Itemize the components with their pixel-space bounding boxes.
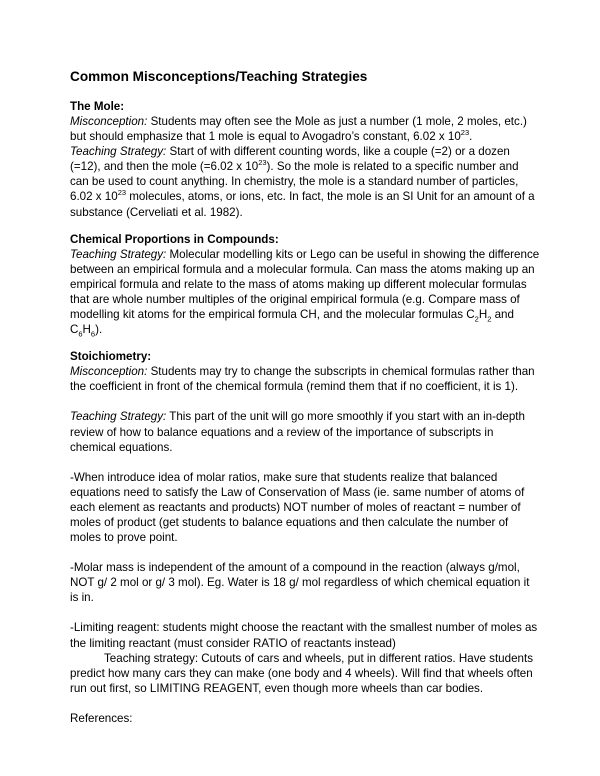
- section-mole: [70, 99, 540, 220]
- text: Students may often see the Mole as just a number (1 mole, 2 moles, etc.) but should emphasize that 1 mole is equal to Avogadro’s constant, 6.02 x 10: [70, 115, 527, 144]
- text: ). So the mole is related to a specific number and can be used to count anything. In chemistry, the mole is a standard number of particles, 6.02 x 10: [70, 160, 519, 204]
- paragraph: [70, 114, 540, 144]
- indented-text: Teaching strategy: Cutouts of cars and wheels, put in different ratios. Have students predict how many cars they can make (one body and 4 wheels). Will find that wheels often run out first, so LIMITING REAGENT, even though more wheels than car bodies.: [70, 651, 533, 695]
- exponent: 23: [460, 128, 470, 138]
- paragraph: -When introduce idea of molar ratios, make sure that students realize that balanced equations need to satisfy the Law of Conservation of Mass (ie. same number of atoms of each element as reactants and products) NOT number of moles of reactant = number of moles of product (get students to balance equations and then calculate the number of moles to prove point.: [70, 470, 525, 545]
- subscript: 6: [78, 329, 83, 339]
- section-heading: Chemical Proportions in Compounds:: [70, 232, 279, 246]
- paragraph: [70, 144, 540, 219]
- label: Teaching Strategy:: [70, 247, 167, 261]
- label: Misconception:: [70, 365, 148, 379]
- text: Molecular modelling kits or Lego can be useful in showing the difference between an empirical formula and a molecular formula. Can mass the atoms making up an empirical formula and relate to the mass of atoms making up different molecular formulas that are whole number multiples of the original empirical formula (e.g. Compare mass of modelling kit atoms for the empirical formula CH, and the molecular formulas C: [70, 247, 540, 322]
- label: Misconception:: [70, 115, 148, 128]
- paragraph: -Molar mass is independent of the amount of a compound in the reaction (always g/mol, NOT g/ 2 mol or g/ 3 mol). Eg. Water is 18 g/ mol regardless of which chemical equation it is in.: [70, 561, 530, 605]
- paragraph: [70, 409, 540, 454]
- subscript: 2: [474, 314, 479, 324]
- text: .: [469, 130, 473, 144]
- references-heading: References:: [70, 711, 133, 725]
- subscript: 6: [90, 329, 96, 339]
- exponent: 23: [117, 188, 127, 198]
- label: Teaching Strategy:: [70, 410, 167, 424]
- document-title: Common Misconceptions/Teaching Strategies: [70, 69, 368, 84]
- text: H: [82, 323, 91, 337]
- text: Students may try to change the subscripts in chemical formulas rather than the coefficient in front of the chemical formula (remind them that if no coefficient, it is 1).: [70, 365, 535, 394]
- text: molecules, atoms, or ions, etc. In fact, the mole is an SI Unit for an amount of a substance (Cerveliati et al. 1982).: [70, 190, 535, 219]
- text: ).: [95, 323, 103, 337]
- paragraph: [70, 247, 540, 338]
- paragraph: -Limiting reagent: students might choose the reactant with the smallest number of moles as the limiting reactant (must consider RATIO of reactants instead): [70, 621, 538, 650]
- text: This part of the unit will go more smoothly if you start with an in-depth review of how to balance equations and a review of the importance of subscripts in chemical equations.: [70, 410, 525, 454]
- document-body: [70, 69, 540, 726]
- text: and C: [70, 308, 514, 337]
- text: Start of with different counting words, like a couple (=2) or a dozen (=12), and then the mole (=6.02 x 10: [70, 145, 510, 174]
- paragraph: [70, 651, 540, 696]
- exponent: 23: [258, 158, 267, 168]
- paragraph: [70, 364, 540, 394]
- text: H: [478, 308, 488, 322]
- section-proportions: [70, 232, 540, 338]
- section-stoichiometry: [70, 349, 540, 696]
- label: Teaching Strategy:: [70, 145, 167, 159]
- subscript: 2: [487, 314, 492, 324]
- section-heading: Stoichiometry:: [70, 350, 152, 364]
- section-heading: The Mole:: [70, 100, 125, 113]
